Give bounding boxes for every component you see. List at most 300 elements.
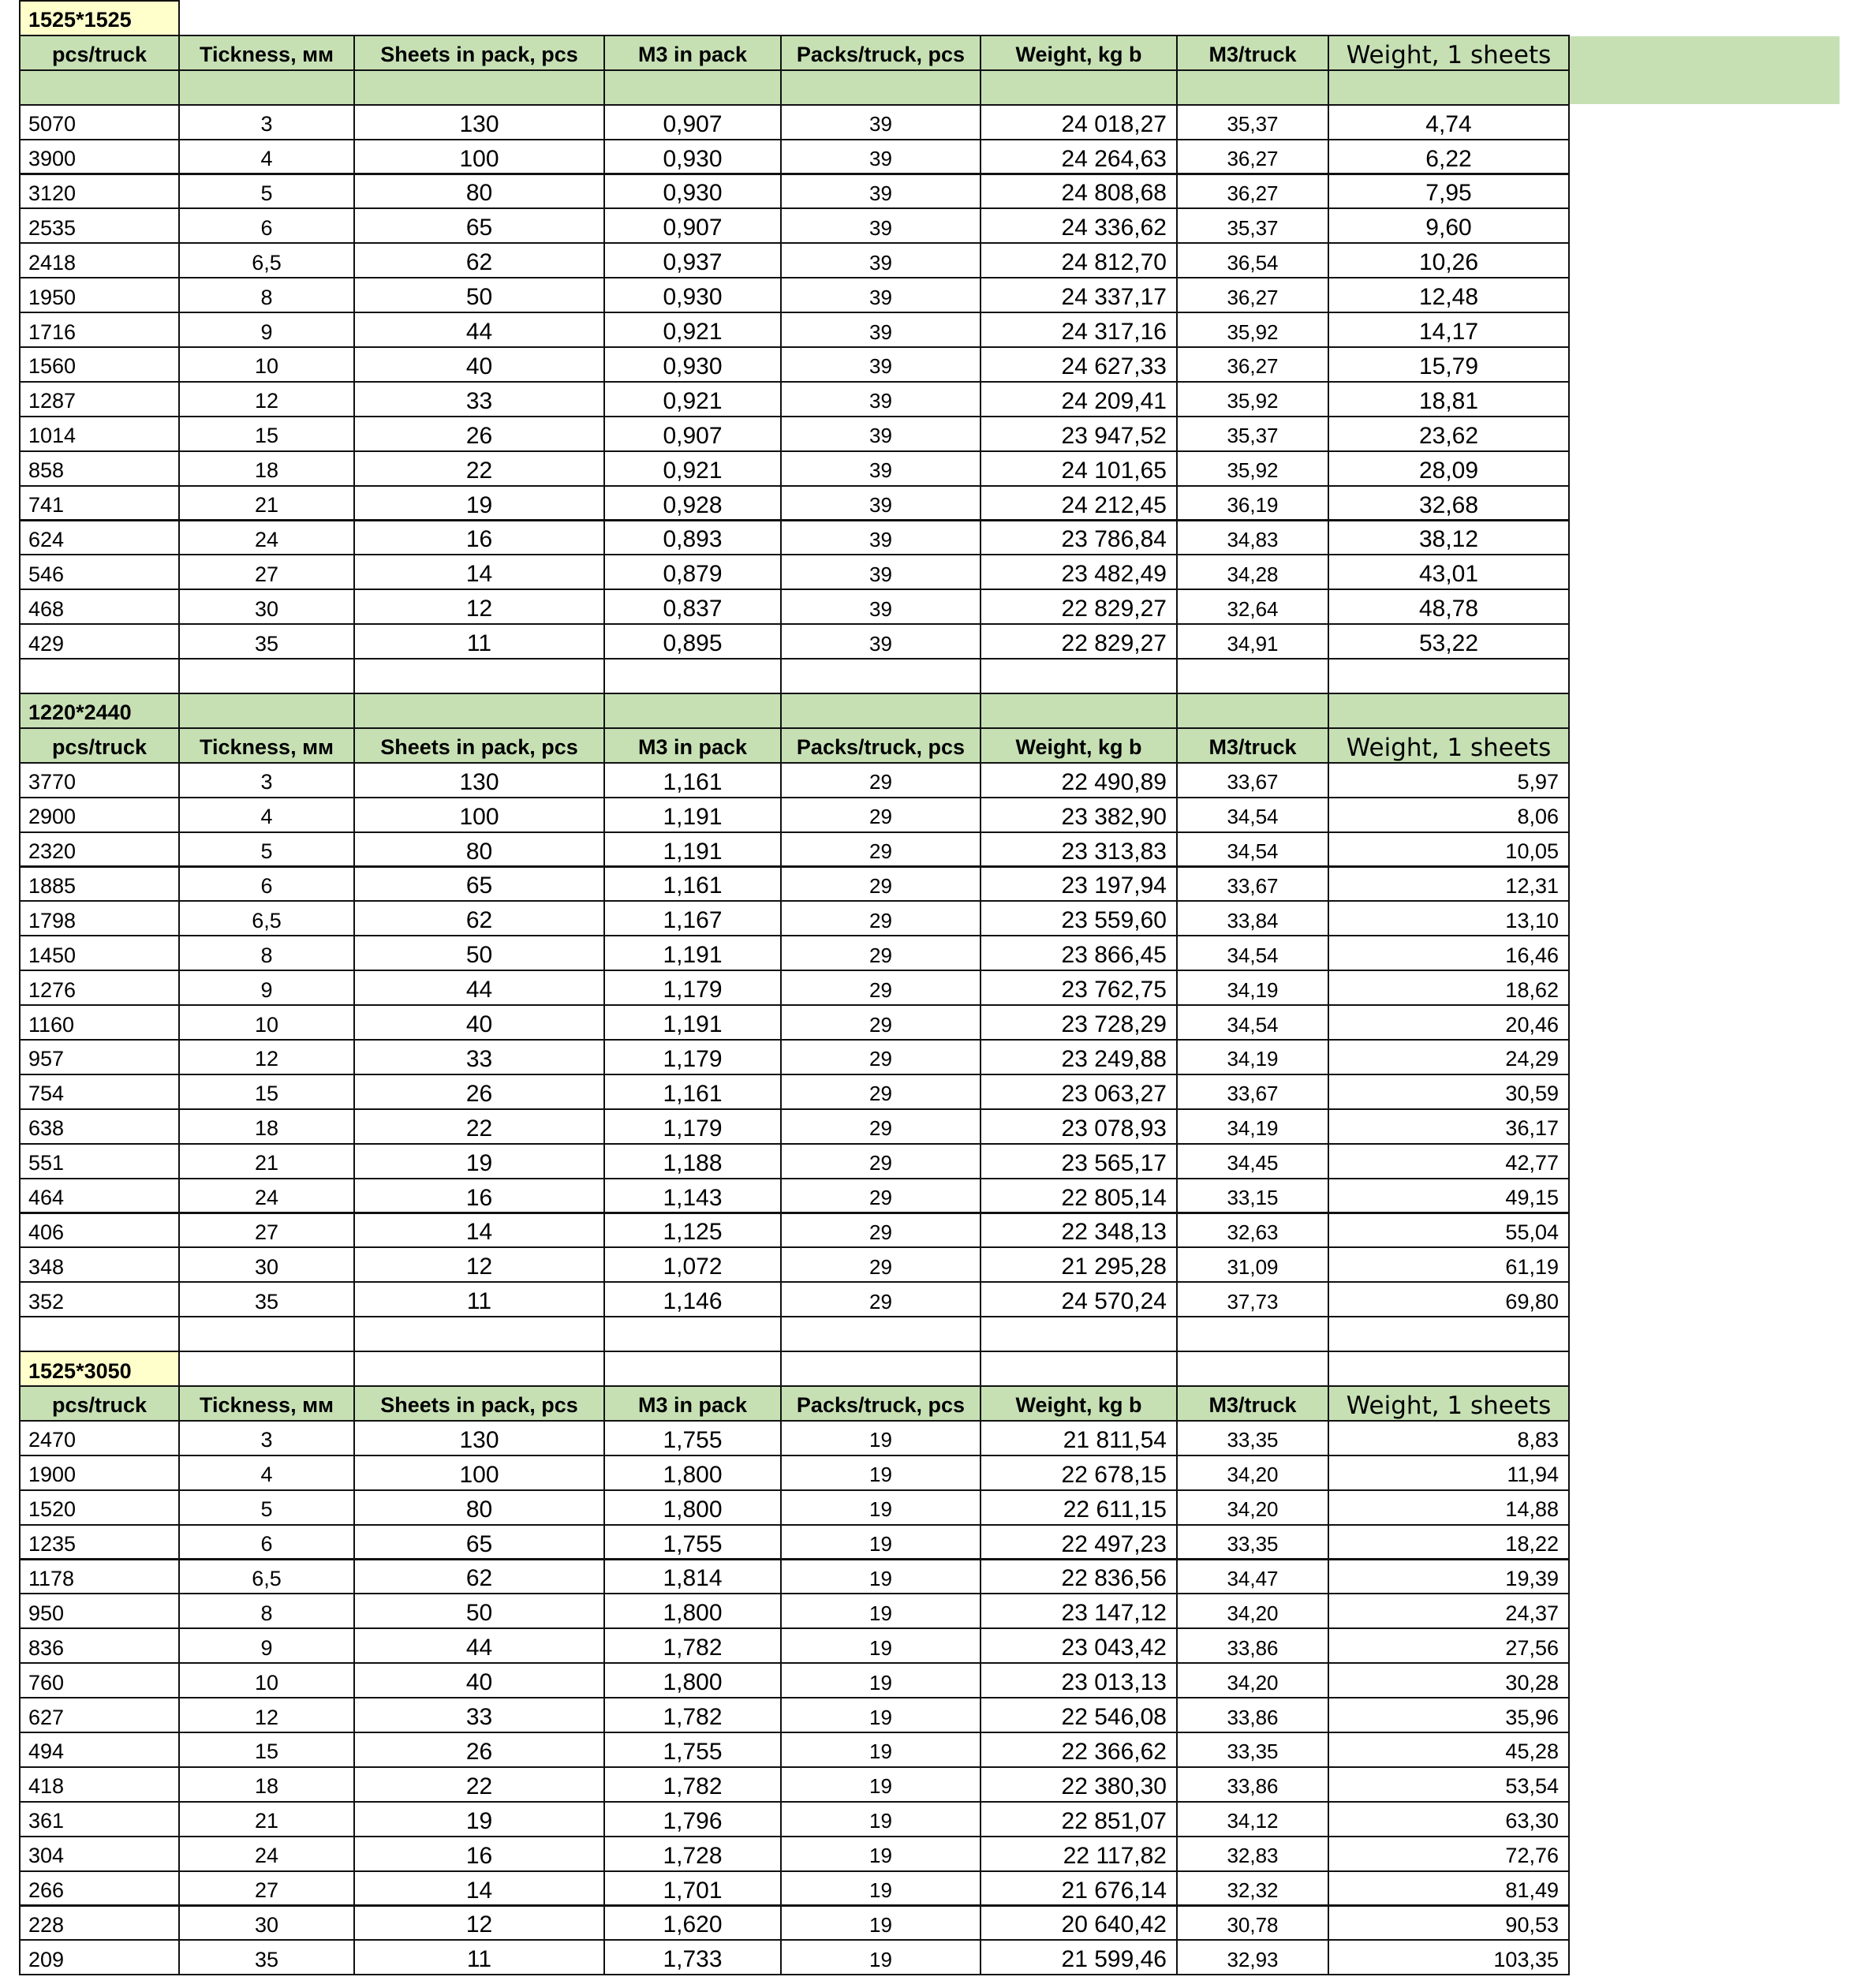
table-cell: 22 805,14 [980,1178,1178,1214]
table-cell: 34,47 [1176,1559,1329,1595]
table-cell: 1,161 [603,1074,782,1110]
column-header-m3-truck: M3/truck [1176,1385,1329,1422]
table-row-first-cell: 2470 [19,1420,180,1456]
table-cell: 30 [178,1246,355,1283]
empty-cell [178,658,355,694]
table-cell: 23 866,45 [980,935,1178,971]
empty-cell [1328,69,1570,106]
column-header-sheets-in-pack: Sheets in pack, pcs [353,1385,605,1422]
empty-cell [19,69,180,106]
table-cell: 23 197,94 [980,866,1178,902]
table-row-first-cell: 624 [19,520,180,556]
table-cell: 33,86 [1176,1697,1329,1733]
table-cell: 32,32 [1176,1870,1329,1907]
table-cell: 29 [780,1178,981,1214]
table-cell: 18,81 [1328,381,1570,417]
table-cell: 38,12 [1328,520,1570,556]
column-header-m3-in-pack: M3 in pack [603,727,782,764]
table-cell: 0,937 [603,242,782,278]
table-cell: 33 [353,1039,605,1075]
table-cell: 18,22 [1328,1524,1570,1560]
table-cell: 29 [780,900,981,936]
table-row-first-cell: 1450 [19,935,180,971]
empty-cell [780,1316,981,1352]
column-header-thickness: Tickness, мм [178,35,355,71]
empty-cell [19,1316,180,1352]
table-cell: 61,19 [1328,1246,1570,1283]
table-cell: 19 [780,1732,981,1768]
table-cell: 19 [780,1697,981,1733]
table-cell: 15 [178,1732,355,1768]
table-row-first-cell: 836 [19,1627,180,1664]
table-cell: 24 [178,1836,355,1872]
table-cell: 22 117,82 [980,1836,1178,1872]
table-row-first-cell: 957 [19,1039,180,1075]
table-cell: 36,27 [1176,174,1329,210]
table-row-first-cell: 418 [19,1766,180,1803]
table-cell: 15,79 [1328,346,1570,383]
table-cell: 6,5 [178,242,355,278]
table-row-first-cell: 950 [19,1593,180,1629]
table-row-first-cell: 638 [19,1108,180,1145]
table-cell: 11,94 [1328,1455,1570,1491]
table-cell: 6 [178,207,355,244]
table-row-first-cell: 3120 [19,174,180,210]
table-row-first-cell: 760 [19,1662,180,1698]
table-cell: 1,755 [603,1420,782,1456]
table-cell: 1,800 [603,1593,782,1629]
table-row-first-cell: 5070 [19,104,180,140]
table-cell: 12,31 [1328,866,1570,902]
table-cell: 11 [353,623,605,660]
table-cell: 24 209,41 [980,381,1178,417]
table-row-first-cell: 1900 [19,1455,180,1491]
table-cell: 1,143 [603,1178,782,1214]
table-cell: 0,928 [603,485,782,521]
table-row-first-cell: 352 [19,1281,180,1317]
table-cell: 26 [353,1074,605,1110]
column-header-packs-truck: Packs/truck, pcs [780,35,981,71]
table-cell: 0,907 [603,104,782,140]
table-cell: 34,45 [1176,1143,1329,1179]
table-cell: 34,19 [1176,1108,1329,1145]
table-cell: 34,12 [1176,1801,1329,1837]
empty-cell [780,658,981,694]
table-cell: 4 [178,797,355,833]
table-cell: 19 [780,1489,981,1526]
table-cell: 19 [780,1766,981,1803]
table-cell: 13,10 [1328,900,1570,936]
table-cell: 50 [353,935,605,971]
table-cell: 80 [353,831,605,868]
table-cell: 32,83 [1176,1836,1329,1872]
table-cell: 23 786,84 [980,520,1178,556]
table-cell: 29 [780,1039,981,1075]
table-cell: 24 317,16 [980,312,1178,348]
table-cell: 39 [780,589,981,625]
table-cell: 50 [353,277,605,313]
empty-cell [1328,1316,1570,1352]
table-cell: 35,92 [1176,450,1329,487]
table-row-first-cell: 858 [19,450,180,487]
table-cell: 22 851,07 [980,1801,1178,1837]
table-cell: 19 [780,1836,981,1872]
table-cell: 103,35 [1328,1939,1570,1975]
table-cell: 19 [353,1801,605,1837]
table-cell: 39 [780,207,981,244]
table-cell: 23 147,12 [980,1593,1178,1629]
table-cell: 34,54 [1176,1004,1329,1041]
table-cell: 80 [353,1489,605,1526]
empty-cell [1328,1351,1570,1387]
table-row-first-cell: 406 [19,1213,180,1249]
table-cell: 42,77 [1328,1143,1570,1179]
table-row-first-cell: 429 [19,623,180,660]
table-cell: 49,15 [1328,1178,1570,1214]
table-cell: 63,30 [1328,1801,1570,1837]
table-cell: 33,86 [1176,1766,1329,1803]
table-cell: 1,755 [603,1524,782,1560]
table-cell: 43,01 [1328,554,1570,590]
table-cell: 18 [178,450,355,487]
empty-cell [1328,658,1570,694]
table-cell: 35,37 [1176,416,1329,452]
table-cell: 34,54 [1176,831,1329,868]
table-cell: 24 808,68 [980,174,1178,210]
table-cell: 35 [178,623,355,660]
table-cell: 36,27 [1176,277,1329,313]
table-cell: 0,930 [603,139,782,175]
table-cell: 29 [780,831,981,868]
table-cell: 19 [780,1939,981,1975]
table-cell: 100 [353,1455,605,1491]
table-cell: 36,19 [1176,485,1329,521]
table-cell: 19 [353,485,605,521]
table-cell: 29 [780,1074,981,1110]
table-cell: 39 [780,520,981,556]
table-cell: 130 [353,1420,605,1456]
table-cell: 30 [178,589,355,625]
table-cell: 4 [178,1455,355,1491]
table-cell: 34,19 [1176,970,1329,1006]
table-row-first-cell: 266 [19,1870,180,1907]
table-cell: 14,17 [1328,312,1570,348]
table-cell: 22 [353,1108,605,1145]
table-cell: 10 [178,1662,355,1698]
table-cell: 15 [178,416,355,452]
table-row-first-cell: 551 [19,1143,180,1179]
table-cell: 1,072 [603,1246,782,1283]
table-cell: 4,74 [1328,104,1570,140]
table-cell: 20,46 [1328,1004,1570,1041]
table-row-first-cell: 546 [19,554,180,590]
table-cell: 72,76 [1328,1836,1570,1872]
table-cell: 26 [353,416,605,452]
table-cell: 1,782 [603,1627,782,1664]
table-cell: 18,62 [1328,970,1570,1006]
empty-cell [980,1351,1178,1387]
table-cell: 22 366,62 [980,1732,1178,1768]
empty-cell [780,69,981,106]
table-cell: 39 [780,450,981,487]
column-header-packs-truck: Packs/truck, pcs [780,727,981,764]
table-cell: 19 [780,1559,981,1595]
table-cell: 29 [780,1246,981,1283]
table-cell: 6 [178,866,355,902]
table-cell: 39 [780,312,981,348]
table-cell: 15 [178,1074,355,1110]
table-cell: 29 [780,866,981,902]
table-row-first-cell: 464 [19,1178,180,1214]
table-cell: 12 [178,1039,355,1075]
table-cell: 24,29 [1328,1039,1570,1075]
table-cell: 100 [353,797,605,833]
table-cell: 11 [353,1281,605,1317]
table-cell: 8 [178,935,355,971]
empty-cell [603,658,782,694]
table-cell: 21 [178,1801,355,1837]
table-cell: 81,49 [1328,1870,1570,1907]
table-cell: 24 018,27 [980,104,1178,140]
table-cell: 1,191 [603,797,782,833]
empty-cell [980,693,1178,729]
table-row-first-cell: 1235 [19,1524,180,1560]
table-cell: 9 [178,1627,355,1664]
table-cell: 19 [780,1905,981,1941]
empty-cell [603,1316,782,1352]
empty-cell [1176,693,1329,729]
column-header-weight-kg: Weight, kg b [980,1385,1178,1422]
table-cell: 0,930 [603,277,782,313]
table-cell: 0,895 [603,623,782,660]
table-cell: 10 [178,1004,355,1041]
table-cell: 12 [178,381,355,417]
table-cell: 19 [780,1524,981,1560]
table-cell: 29 [780,1281,981,1317]
table-cell: 33,86 [1176,1627,1329,1664]
table-cell: 19 [780,1662,981,1698]
table-cell: 33 [353,1697,605,1733]
table-cell: 0,893 [603,520,782,556]
table-cell: 10,05 [1328,831,1570,868]
table-row-first-cell: 1798 [19,900,180,936]
table-row-first-cell: 1276 [19,970,180,1006]
table-cell: 28,09 [1328,450,1570,487]
table-cell: 90,53 [1328,1905,1570,1941]
table-cell: 30,59 [1328,1074,1570,1110]
table-cell: 35,92 [1176,381,1329,417]
table-cell: 14 [353,1870,605,1907]
table-cell: 19 [780,1593,981,1629]
section-title: 1525*1525 [19,0,180,36]
column-header-m3-in-pack: M3 in pack [603,1385,782,1422]
table-row-first-cell: 1885 [19,866,180,902]
table-cell: 22 836,56 [980,1559,1178,1595]
table-cell: 4 [178,139,355,175]
table-cell: 0,921 [603,312,782,348]
table-cell: 69,80 [1328,1281,1570,1317]
table-row-first-cell: 468 [19,589,180,625]
column-header-pcs-truck: pcs/truck [19,35,180,71]
table-cell: 39 [780,346,981,383]
column-header-packs-truck: Packs/truck, pcs [780,1385,981,1422]
column-header-m3-in-pack: M3 in pack [603,35,782,71]
table-cell: 24 [178,1178,355,1214]
empty-cell [178,69,355,106]
table-cell: 27 [178,1213,355,1249]
empty-cell [980,69,1178,106]
table-cell: 31,09 [1176,1246,1329,1283]
table-cell: 50 [353,1593,605,1629]
table-cell: 29 [780,935,981,971]
table-cell: 12 [178,1697,355,1733]
table-cell: 22 497,23 [980,1524,1178,1560]
table-cell: 10,26 [1328,242,1570,278]
table-cell: 19,39 [1328,1559,1570,1595]
table-cell: 34,28 [1176,554,1329,590]
table-cell: 21 295,28 [980,1246,1178,1283]
header-fill-extension [1570,36,1840,104]
table-cell: 65 [353,866,605,902]
table-cell: 0,907 [603,416,782,452]
table-row-first-cell: 1287 [19,381,180,417]
table-cell: 22 348,13 [980,1213,1178,1249]
column-header-weight-kg: Weight, kg b [980,35,1178,71]
table-row-first-cell: 1560 [19,346,180,383]
empty-cell [1176,69,1329,106]
table-cell: 39 [780,416,981,452]
table-cell: 0,837 [603,589,782,625]
table-cell: 29 [780,762,981,798]
table-row-first-cell: 1160 [19,1004,180,1041]
table-cell: 3 [178,762,355,798]
table-row-first-cell: 304 [19,1836,180,1872]
table-cell: 35,37 [1176,207,1329,244]
table-cell: 1,728 [603,1836,782,1872]
table-cell: 23 249,88 [980,1039,1178,1075]
table-cell: 0,879 [603,554,782,590]
table-cell: 35 [178,1939,355,1975]
table-cell: 12 [353,1246,605,1283]
table-row-first-cell: 228 [19,1905,180,1941]
table-cell: 39 [780,242,981,278]
table-cell: 3 [178,1420,355,1456]
table-cell: 16 [353,1836,605,1872]
table-cell: 21 [178,1143,355,1179]
column-header-weight-kg: Weight, kg b [980,727,1178,764]
table-cell: 62 [353,242,605,278]
table-cell: 6,22 [1328,139,1570,175]
table-cell: 33,67 [1176,762,1329,798]
table-cell: 23 559,60 [980,900,1178,936]
table-cell: 33,35 [1176,1524,1329,1560]
table-row-first-cell: 627 [19,1697,180,1733]
table-cell: 10 [178,346,355,383]
table-cell: 22 678,15 [980,1455,1178,1491]
table-cell: 7,95 [1328,174,1570,210]
table-cell: 53,22 [1328,623,1570,660]
table-cell: 0,907 [603,207,782,244]
table-cell: 30,78 [1176,1905,1329,1941]
table-cell: 33,15 [1176,1178,1329,1214]
table-cell: 36,27 [1176,346,1329,383]
table-cell: 14 [353,554,605,590]
table-cell: 80 [353,174,605,210]
table-cell: 22 [353,1766,605,1803]
empty-cell [178,1316,355,1352]
section-title: 1525*3050 [19,1351,180,1387]
empty-cell [980,1316,1178,1352]
column-header-m3-truck: M3/truck [1176,727,1329,764]
table-cell: 22 829,27 [980,623,1178,660]
table-cell: 12,48 [1328,277,1570,313]
table-cell: 23,62 [1328,416,1570,452]
table-cell: 33,35 [1176,1732,1329,1768]
column-header-weight-1-sheet: Weight, 1 sheets [1328,727,1570,764]
table-cell: 29 [780,1143,981,1179]
table-cell: 33,67 [1176,1074,1329,1110]
table-row-first-cell: 3900 [19,139,180,175]
table-cell: 29 [780,1004,981,1041]
table-cell: 39 [780,277,981,313]
table-row-first-cell: 494 [19,1732,180,1768]
table-cell: 8 [178,1593,355,1629]
table-cell: 22 611,15 [980,1489,1178,1526]
table-cell: 18 [178,1766,355,1803]
table-cell: 19 [780,1455,981,1491]
table-cell: 62 [353,1559,605,1595]
table-cell: 18 [178,1108,355,1145]
table-cell: 34,91 [1176,623,1329,660]
table-row-first-cell: 1520 [19,1489,180,1526]
empty-cell [353,1351,605,1387]
table-row-first-cell: 1950 [19,277,180,313]
table-cell: 8,83 [1328,1420,1570,1456]
table-cell: 1,125 [603,1213,782,1249]
empty-cell [1176,1351,1329,1387]
table-cell: 19 [780,1627,981,1664]
table-cell: 34,19 [1176,1039,1329,1075]
table-row-first-cell: 2418 [19,242,180,278]
empty-cell [353,693,605,729]
table-cell: 29 [780,970,981,1006]
table-cell: 35,37 [1176,104,1329,140]
table-cell: 19 [780,1801,981,1837]
empty-cell [353,658,605,694]
table-cell: 0,921 [603,381,782,417]
empty-cell [780,1351,981,1387]
table-cell: 33,67 [1176,866,1329,902]
table-cell: 29 [780,1108,981,1145]
table-cell: 39 [780,554,981,590]
table-row-first-cell: 1014 [19,416,180,452]
table-cell: 1,179 [603,970,782,1006]
table-row-first-cell: 1178 [19,1559,180,1595]
table-cell: 1,161 [603,866,782,902]
table-cell: 53,54 [1328,1766,1570,1803]
table-cell: 1,179 [603,1108,782,1145]
table-cell: 100 [353,139,605,175]
table-cell: 12 [353,589,605,625]
table-cell: 33 [353,381,605,417]
table-cell: 32,68 [1328,485,1570,521]
table-cell: 33,84 [1176,900,1329,936]
table-cell: 36,54 [1176,242,1329,278]
table-cell: 8,06 [1328,797,1570,833]
column-header-m3-truck: M3/truck [1176,35,1329,71]
table-cell: 27 [178,1870,355,1907]
table-cell: 5,97 [1328,762,1570,798]
